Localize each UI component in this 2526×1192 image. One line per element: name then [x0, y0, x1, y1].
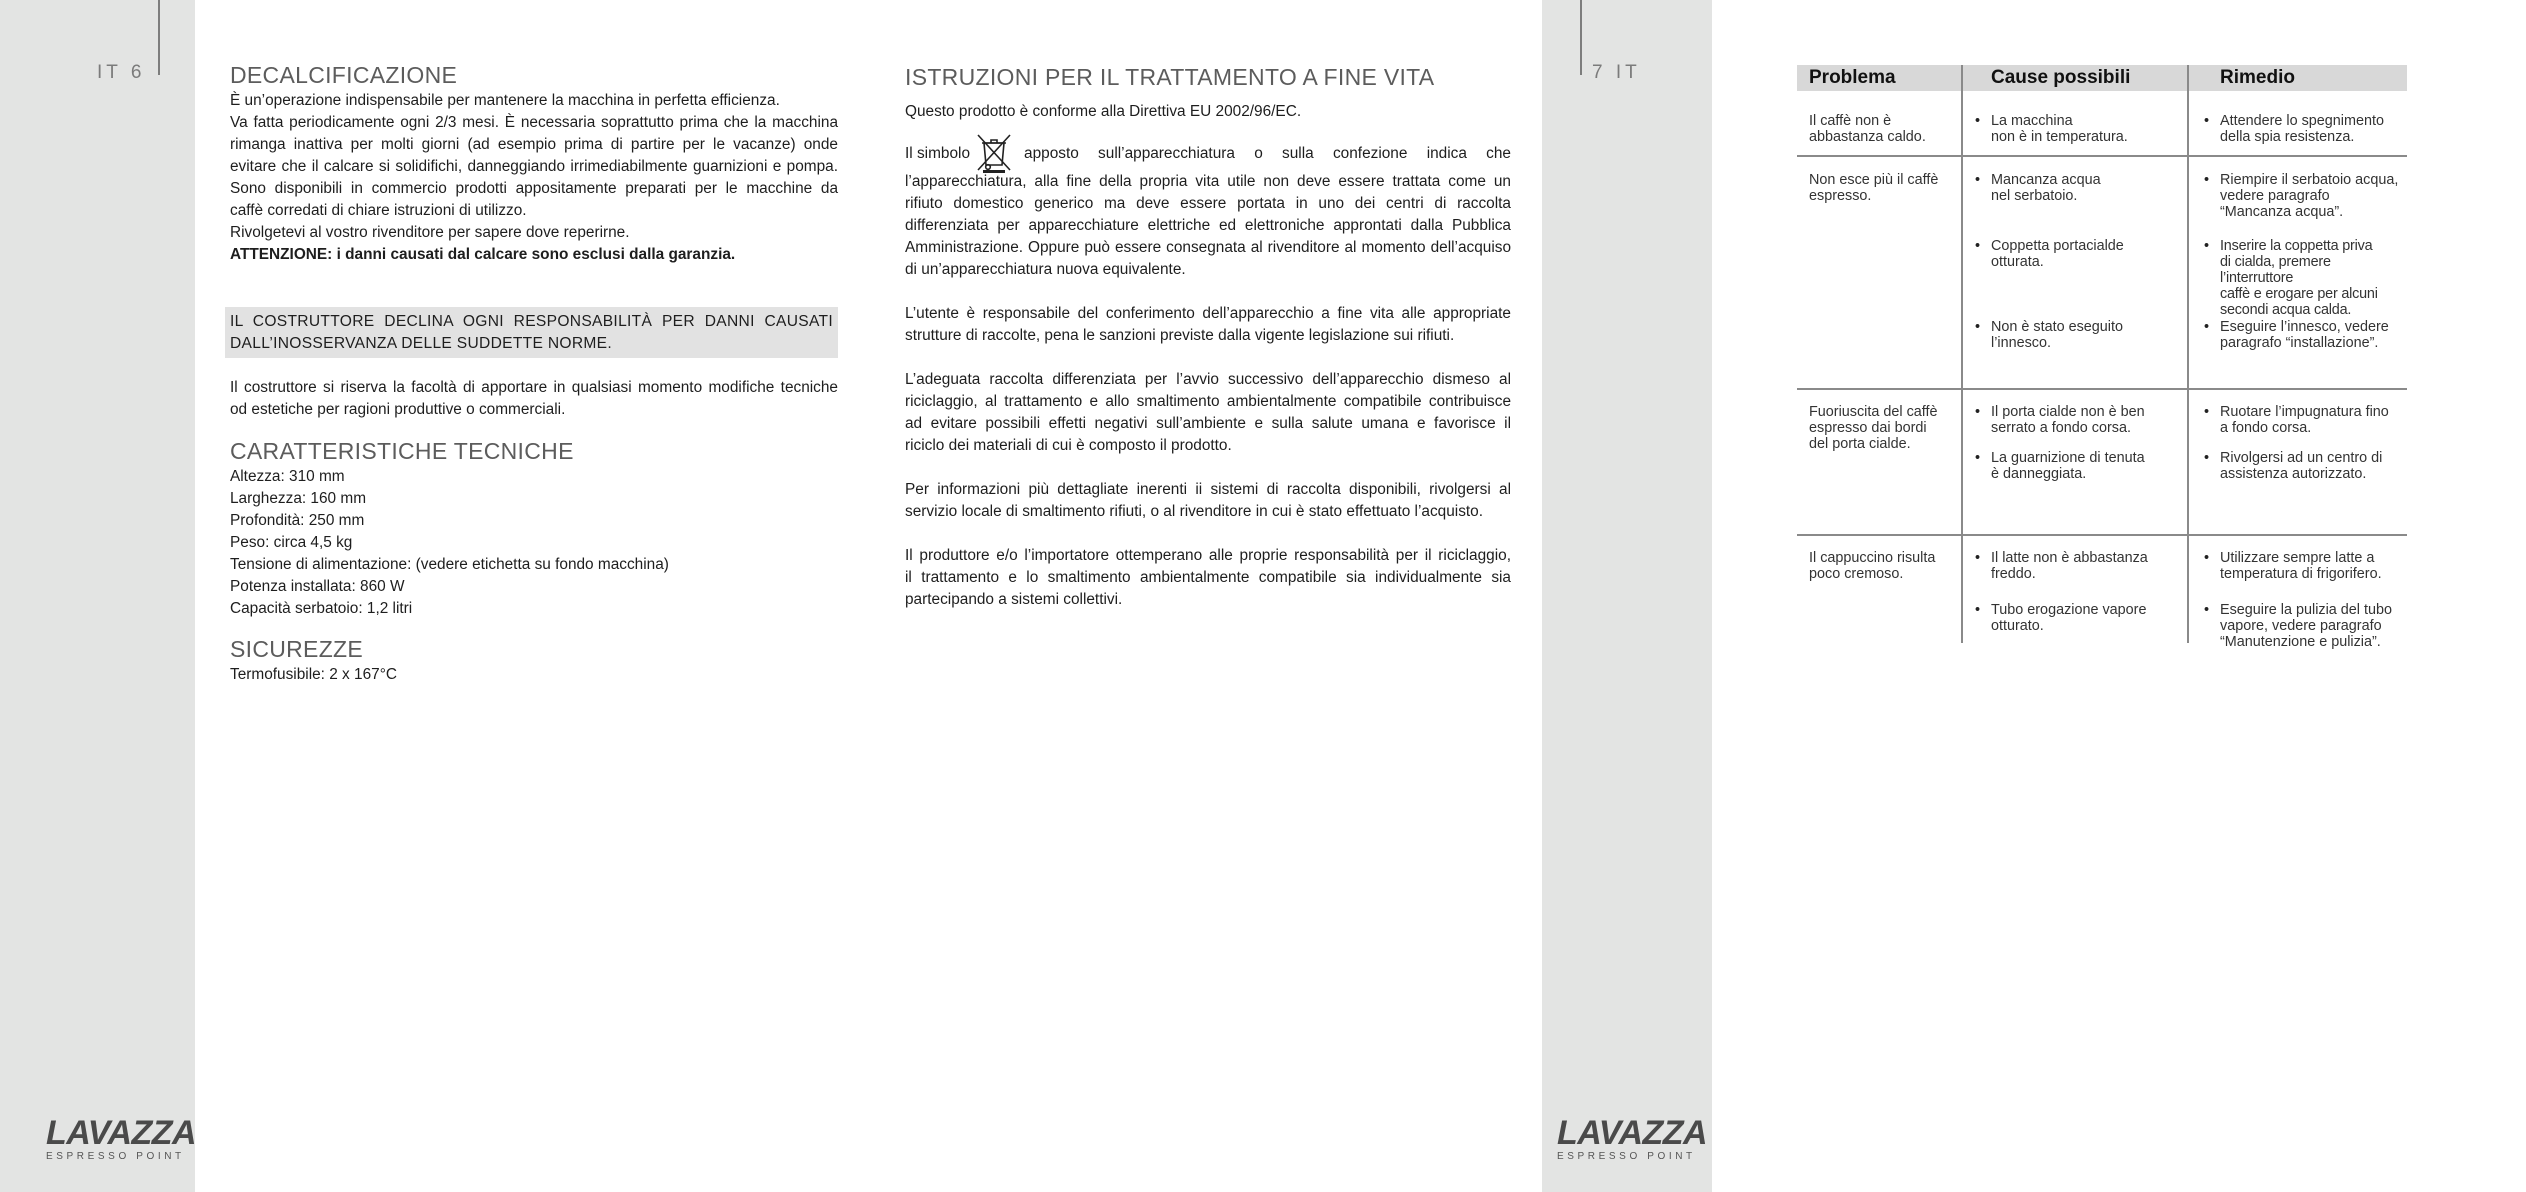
cell-line: della spia resistenza. [2220, 129, 2355, 145]
cell-line: l’innesco. [1991, 335, 2051, 351]
cell-line: non è in temperatura. [1991, 129, 2128, 145]
cell-line: a fondo corsa. [2220, 420, 2312, 436]
text-line: od estetiche per ragioni produttive o commerciali. [230, 401, 566, 418]
cell-line: Il caffè non è [1809, 113, 1892, 129]
cell-line: • La macchina [1991, 113, 2073, 129]
page-number-right: 7 IT [1592, 62, 1641, 83]
cell-line: del porta cialde. [1809, 436, 1911, 452]
cell-line: Non esce più il caffè [1809, 172, 1939, 188]
troubleshooting-table [1797, 65, 2407, 650]
left-page-marker-line [158, 0, 160, 75]
fine-vita-heading: ISTRUZIONI PER IL TRATTAMENTO A FINE VITA [905, 64, 1435, 90]
remedy-item [2220, 238, 2407, 318]
problem-cell [1809, 550, 1935, 582]
cause-item [1991, 404, 2145, 436]
remedy-item [2220, 319, 2389, 351]
cell-line: • Il porta cialde non è ben [1991, 404, 2145, 420]
remedy-item [2220, 404, 2389, 436]
cell-line: caffè e erogare per alcuni [2220, 286, 2378, 302]
cause-item [1991, 113, 2128, 145]
text-line: servizio locale di smaltimento rifiuti, o al rivenditore in cui è stato effettuato l’acquisto. [905, 503, 1483, 520]
text-line: l’apparecchiatura, alla fine della propria vita utile non deve essere trattata come un [905, 173, 1511, 190]
cell-line: Fuoriuscita del caffè [1809, 404, 1938, 420]
header-rimedio: Rimedio [2220, 67, 2295, 88]
text-line: Rivolgetevi al vostro rivenditore per sapere dove reperirne. [230, 224, 630, 241]
column-divider [2187, 65, 2189, 643]
spec-line: Altezza: 310 mm [230, 468, 345, 485]
text-line: L’utente è responsabile del conferimento dell’apparecchio a fine vita alle appropriate [905, 305, 1511, 322]
cell-line: • Coppetta portacialde [1991, 238, 2124, 254]
text-line: caffè corredati di chiare istruzioni di utilizzo. [230, 202, 527, 219]
cell-line: • Non è stato eseguito [1991, 319, 2124, 335]
cell-line: otturata. [1991, 254, 2044, 270]
text-line: differenziata per apparecchiature elettriche ed elettroniche approntati dalla Pubblica [905, 217, 1511, 234]
cell-line: assistenza autorizzato. [2220, 466, 2367, 482]
text-line: Per informazioni più dettagliate inerenti ii sistemi di raccolta disponibili, rivolgersi al [905, 481, 1511, 498]
text-line: Il produttore e/o l’importatore ottemperano alle proprie responsabilità per il riciclaggio, [905, 547, 1511, 564]
cell-line: espresso. [1809, 188, 1872, 204]
center-margin-band [1542, 0, 1712, 1192]
spec-line: Capacità serbatoio: 1,2 litri [230, 600, 413, 617]
spec-line: Potenza installata: 860 W [230, 578, 405, 595]
text-line: il trattamento e lo smaltimento ambientalmente compatibile sia individualmente sia [905, 569, 1511, 586]
cell-line: • Attendere lo spegnimento [2220, 113, 2385, 129]
cell-line: Il cappuccino risulta [1809, 550, 1936, 566]
cause-item [1991, 550, 2148, 582]
remedy-item [2220, 172, 2398, 220]
text-line: Amministrazione. Oppure può essere consegnata al rivenditore al momento dell’acquiso [905, 239, 1511, 256]
right-page-marker-line [1580, 0, 1582, 75]
text-line: Sono disponibili in commercio prodotti appositamente preparati per le macchine da [230, 180, 838, 197]
cell-line: vapore, vedere paragrafo [2220, 618, 2382, 634]
text-line: È un’operazione indispensabile per mantenere la macchina in perfetta efficienza. [230, 92, 780, 109]
text-line: rifiuto domestico generico ma deve essere portata in uno dei centri di raccolta [905, 195, 1511, 212]
caratteristiche-section [230, 436, 838, 620]
header-cause: Cause possibili [1991, 67, 2131, 88]
header-problema: Problema [1809, 67, 1896, 88]
text-line: L’adeguata raccolta differenziata per l’avvio successivo dell’apparecchio dismeso al [905, 371, 1511, 388]
logo-subtitle: ESPRESSO POINT [1557, 1151, 1696, 1162]
problem-cell [1809, 404, 1938, 452]
text-line: di un’apparecchiatura nuova equivalente. [905, 261, 1186, 278]
cause-item [1991, 602, 2146, 634]
cell-line: • Ruotare l’impugnatura fino [2220, 404, 2389, 420]
cell-line: di cialda, premere l’interruttore [2220, 254, 2331, 286]
decalcificazione-heading: DECALCIFICAZIONE [230, 62, 458, 88]
cause-item [1991, 450, 2145, 482]
cell-line: • Riempire il serbatoio acqua, [2220, 172, 2399, 188]
sicurezze-section [230, 634, 838, 686]
cell-line: “Mancanza acqua”. [2220, 204, 2344, 220]
text-line: rimanga inattiva per molti giorni (ad esempio prima di partire per le vacanze) onde [230, 136, 838, 153]
cell-line: secondi acqua calda. [2220, 302, 2352, 318]
simbolo-text-before: Il simbolo [905, 145, 971, 162]
cell-line: vedere paragrafo [2220, 188, 2330, 204]
text-line: partecipando a sistemi collettivi. [905, 591, 1123, 608]
cell-line: • Rivolgersi ad un centro di [2220, 450, 2383, 466]
simbolo-line [905, 137, 1511, 171]
logo-wordmark: LAVAZZA [1557, 1114, 1708, 1152]
simbolo-text-after: apposto sull’apparecchiatura o sulla confezione indica che [1024, 145, 1511, 162]
disclaimer-box [225, 307, 838, 358]
cell-line: nel serbatoio. [1991, 188, 2078, 204]
cell-line: • Tubo erogazione vapore [1991, 602, 2147, 618]
lavazza-logo-right [1557, 1114, 1708, 1162]
cell-line: freddo. [1991, 566, 2036, 582]
problem-cell [1809, 172, 1938, 204]
remedy-item [2220, 113, 2384, 145]
remedy-item [2220, 602, 2392, 650]
cell-line: • Mancanza acqua [1991, 172, 2101, 188]
intro-line: Questo prodotto è conforme alla Direttiva EU 2002/96/EC. [905, 103, 1302, 120]
cell-line: • Il latte non è abbastanza [1991, 550, 2148, 566]
cell-line: poco cremoso. [1809, 566, 1904, 582]
row-divider [1797, 388, 2407, 390]
cell-line: temperatura di frigorifero. [2220, 566, 2382, 582]
text-line: riciclo dei materiali di cui è composto il prodotto. [905, 437, 1232, 454]
modifiche-text [230, 377, 838, 421]
cell-line: espresso dai bordi [1809, 420, 1927, 436]
row-divider [1797, 155, 2407, 157]
spec-line: Profondità: 250 mm [230, 512, 365, 529]
disclaimer-line: DALL’INOSSERVANZA DELLE SUDDETTE NORME. [230, 335, 613, 352]
problem-cell [1809, 113, 1926, 145]
lavazza-logo-left [46, 1114, 197, 1162]
cell-line: serrato a fondo corsa. [1991, 420, 2131, 436]
cell-line: “Manutenzione e pulizia”. [2220, 634, 2381, 650]
fine-vita-column [905, 62, 1511, 611]
cause-item [1991, 172, 2101, 204]
cell-line: • Inserire la coppetta priva [2220, 238, 2373, 254]
remedy-item [2220, 450, 2382, 482]
page-number-left: IT 6 [97, 62, 146, 83]
logo-wordmark: LAVAZZA [46, 1114, 197, 1152]
cell-line: • Eseguire l’innesco, vedere [2220, 319, 2389, 335]
spec-line: Larghezza: 160 mm [230, 490, 367, 507]
cell-line: • Utilizzare sempre latte a [2220, 550, 2375, 566]
cause-item [1991, 238, 2124, 270]
left-page-column [230, 60, 838, 266]
cell-line: • La guarnizione di tenuta [1991, 450, 2145, 466]
text-line: Il costruttore si riserva la facoltà di apportare in qualsiasi momento modifiche tecniche [230, 379, 838, 396]
cell-line: • Eseguire la pulizia del tubo [2220, 602, 2392, 618]
cell-line: abbastanza caldo. [1809, 129, 1926, 145]
text-line: ad evitare possibili effetti negativi sull’ambiente e sulla salute umana e favorisce il [905, 415, 1511, 432]
decalcificazione-text [230, 90, 838, 266]
spec-line: Termofusibile: 2 x 167°C [230, 666, 397, 683]
row-divider [1797, 534, 2407, 536]
spec-line: Tensione di alimentazione: (vedere etichetta su fondo macchina) [230, 556, 669, 573]
spec-line: Peso: circa 4,5 kg [230, 534, 353, 551]
text-line: evitare che il calcare si solidifichi, danneggiando irrimediabilmente guarnizioni e pompa. [230, 158, 838, 175]
warning-text: ATTENZIONE: i danni causati dal calcare sono esclusi dalla garanzia. [230, 246, 736, 263]
cell-line: otturato. [1991, 618, 2044, 634]
remedy-item [2220, 550, 2382, 582]
text-line: Va fatta periodicamente ogni 2/3 mesi. È necessaria soprattutto prima che la macchina [230, 114, 838, 131]
table-header [1797, 65, 2407, 91]
text-line: strutture di raccolte, pena le sanzioni previste dalla vigente legislazione sui rifiuti. [905, 327, 1455, 344]
caratteristiche-heading: CARATTERISTICHE TECNICHE [230, 438, 574, 464]
sicurezze-heading: SICUREZZE [230, 636, 364, 662]
text-line: riciclaggio, al trattamento e allo smaltimento ambientalmente compatibile contribuisce [905, 393, 1511, 410]
left-margin-band [0, 0, 195, 1192]
column-divider [1961, 65, 1963, 643]
cell-line: è danneggiata. [1991, 466, 2087, 482]
logo-subtitle: ESPRESSO POINT [46, 1151, 185, 1162]
cell-line: paragrafo “installazione”. [2220, 335, 2379, 351]
disclaimer-line: IL COSTRUTTORE DECLINA OGNI RESPONSABILITÀ PER DANNI CAUSATI [230, 313, 833, 330]
cause-item [1991, 319, 2123, 351]
